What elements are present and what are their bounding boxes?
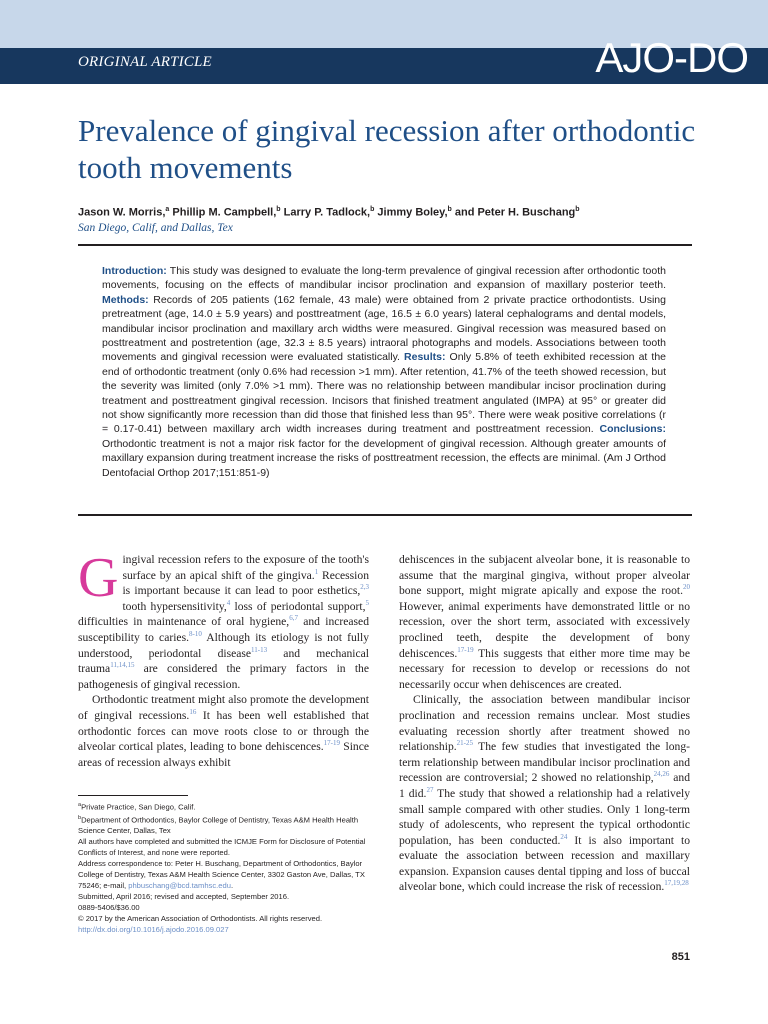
section-label: ORIGINAL ARTICLE: [78, 54, 212, 70]
body-text: Since areas of recession always exhibit: [78, 740, 369, 769]
body-text: and mechanical trauma: [78, 646, 369, 676]
footnote-text: Address correspondence to: Peter H. Buschang, Department of Orthodontics, Baylor College of Dentistry, Texas A&M Health Science Center, 3302 Gaston Ave, Dallas, TX 75246; e-mail,: [78, 859, 365, 891]
citation-ref[interactable]: 1: [314, 567, 319, 576]
footnote-submitted: Submitted, April 2016; revised and accepted, September 2016.: [78, 892, 290, 902]
footnotes: [78, 800, 369, 935]
body-text: Although its etiology is not fully understood, periodontal disease: [78, 630, 369, 660]
email-link[interactable]: phbuschang@bcd.tamhsc.edu: [128, 881, 231, 891]
drop-cap: G: [78, 547, 119, 609]
body-text: ingival recession refers to the exposure of the tooth's surface by an apical shift of the gingiva.: [122, 553, 369, 582]
doi-link[interactable]: http://dx.doi.org/10.1016/j.ajodo.2016.09.027: [78, 925, 229, 935]
author-list: [78, 206, 580, 219]
footnote-affiliation-a: [78, 800, 369, 813]
footnote-text: Department of Orthodontics, Baylor College of Dentistry, Texas A&M Health Health Science Center, Dallas, Tex: [78, 815, 359, 836]
body-text: This suggests that either more time may be necessary for recession to develop or recessions do not necessarily occur when dehiscences are created.: [399, 646, 690, 691]
citation-ref[interactable]: 21-25: [456, 739, 473, 748]
footnote-affiliation-b: [78, 813, 369, 837]
author-affiliation: a: [165, 206, 170, 213]
author-name: Jason W. Morris,: [78, 206, 166, 219]
body-text: However, animal experiments have demonstrated little or no recession, over the short term, associated with excessively proclined teeth, despite the development of bony dehiscences.: [399, 599, 690, 660]
author-affiliation: b: [575, 206, 580, 213]
body-text: dehiscences in the subjacent alveolar bone, it is reasonable to assume that the marginal gingiva, without proper alveolar bone support, might migrate apically and expose the root.: [399, 553, 690, 598]
citation-ref[interactable]: 4: [226, 598, 231, 607]
footnote-mark: b: [78, 814, 82, 821]
abstract-top-rule: [78, 244, 692, 246]
author-name: Jimmy Boley,: [377, 206, 448, 219]
body-text: are considered the primary factors in the pathogenesis of gingival recession.: [78, 662, 369, 691]
citation-ref[interactable]: 11-13: [251, 645, 268, 654]
author-affiliation: b: [447, 206, 452, 213]
body-text: and increased susceptibility to caries.: [78, 615, 370, 644]
footnote-mark: a: [78, 802, 82, 808]
body-text: and 1 did.: [399, 771, 691, 800]
body-text: It has been well established that orthodontic forces can move roots close to or through the alveolar cortical plates, leading to bone dehiscences.: [78, 708, 369, 754]
footnote-correspondence: [78, 858, 369, 891]
body-paragraph: [78, 547, 370, 692]
body-text: Recession is important because it can lead to poor esthetics,: [122, 568, 369, 598]
body-paragraph: [399, 552, 690, 692]
abstract-results-heading: Results:: [404, 351, 446, 364]
citation-ref[interactable]: 24,26: [653, 770, 670, 779]
body-column-left: [78, 547, 370, 770]
citation-ref[interactable]: 6,7: [289, 614, 298, 623]
abstract-methods-text: Records of 205 patients (162 female, 43 male) were obtained from 2 private practice orthodontists. Using pretreatment (age, 14.0 ± 5.9 years) and posttreatment (age, 16.5 ± 6.0 years) lateral cephalograms and dental models, mandibular incisor proclination and maxillary arch widths were measured. Gingival recession was measured based on posttreatment and postretention (age, 32.3 ± 8.5 years) intraoral photographs and models. Associations between tooth movements and gingival recession were evaluated statistically.: [102, 293, 666, 364]
footnote-conflicts: All authors have completed and submitted the ICMJE Form for Disclosure of Potential Conflicts of Interest, and none were reported.: [78, 837, 366, 858]
author-name: and Peter H. Buschang: [454, 206, 576, 219]
footnote-copyright: © 2017 by the American Association of Orthodontists. All rights reserved.: [78, 914, 323, 924]
body-text: Clinically, the association between mandibular incisor proclination and recession remains unclear. Most studies evaluating recession shortly after treatment showed no relationship.: [399, 693, 690, 754]
footnote-rule: [78, 795, 188, 796]
citation-ref[interactable]: 27: [426, 786, 434, 795]
body-text: difficulties in maintenance of oral hygiene,: [78, 615, 290, 629]
abstract: [102, 264, 666, 480]
citation-ref[interactable]: 17-19: [323, 739, 340, 748]
body-text: The few studies that investigated the long-term relationship between mandibular incisor proclination and recession are controversial; 2 showed no relationship,: [399, 740, 690, 785]
abstract-results-text: Only 5.8% of teeth exhibited recession at the end of orthodontic treatment (only 0.6% had recession >1 mm). After retention, 41.7% of the teeth showed recession, but the severity was limited (only 7.0% >1 mm). There was no relationship between mandibular incisor proclination during treatment and posttreatment gingival recession. Incisors that finished treatment angulated (IMPA) at 95° or greater did not show significantly more recession than did those that finished less than 95°. There were weak positive correlations (r = 0.17-0.41) between maxillary arch width increases during treatment and posttreatment recession.: [102, 351, 666, 436]
citation-ref[interactable]: 11,14,15: [110, 661, 135, 670]
footnote-text: Private Practice, San Diego, Calif.: [81, 802, 196, 812]
body-paragraph: [78, 692, 369, 770]
page-number: 851: [671, 951, 690, 963]
citation-ref[interactable]: 17-19: [457, 645, 474, 654]
author-name: Larry P. Tadlock,: [283, 206, 371, 219]
author-affiliation: b: [370, 206, 375, 213]
body-text: The study that showed a relationship had a relatively small sample compared with other studies. Only 1 long-term study of adolescents, who represent the typical orthodontic population, has been conducted.: [399, 786, 690, 847]
abstract-introduction-heading: Introduction:: [102, 265, 167, 277]
author-affiliation: b: [276, 206, 281, 213]
body-text: Orthodontic treatment might also promote the development of gingival recessions.: [78, 693, 369, 722]
body-paragraph: [399, 692, 690, 895]
footnote-text: .: [230, 881, 234, 891]
citation-ref[interactable]: 20: [683, 583, 690, 592]
citation-ref[interactable]: 24: [560, 832, 568, 841]
author-location: San Diego, Calif, and Dallas, Tex: [78, 222, 233, 234]
abstract-methods-heading: Methods:: [102, 293, 149, 306]
abstract-conclusions-heading: Conclusions:: [599, 423, 666, 436]
abstract-introduction-text: This study was designed to evaluate the long-term prevalence of gingival recession after orthodontic tooth movements, focusing on the effects of mandibular incisor proclination and expansion of maxillary posterior teeth.: [102, 265, 666, 292]
citation-ref[interactable]: 16: [189, 708, 197, 717]
footnote-issn: 0889-5406/$36.00: [78, 903, 140, 913]
author-name: Phillip M. Campbell,: [172, 206, 277, 219]
body-text: It is also important to evaluate the association between recession and maxillary expansion. Expansion causes dental tipping and loss of buccal alveolar bone, which could increase the risk of recession.: [399, 833, 690, 894]
abstract-bottom-rule: [78, 514, 692, 516]
body-text: loss of periodontal support,: [230, 599, 366, 613]
citation-ref[interactable]: 2,3: [360, 583, 369, 592]
article-title: Prevalence of gingival recession after orthodontic tooth movements: [78, 113, 696, 185]
abstract-conclusions-text: Orthodontic treatment is not a major risk factor for the development of gingival recession. Although greater amounts of maxillary expansion during treatment increase the risks of posttreatment recession, the effects are minimal. (Am J Orthod Dentofacial Orthop 2017;151:851-9): [102, 437, 666, 479]
citation-ref[interactable]: 17,19,28: [664, 879, 689, 888]
body-text: tooth hypersensitivity,: [122, 599, 227, 613]
journal-logo: AJO-DO: [595, 34, 748, 81]
citation-ref[interactable]: 5: [365, 598, 369, 607]
citation-ref[interactable]: 8-10: [188, 630, 202, 639]
body-column-right: [399, 552, 690, 895]
